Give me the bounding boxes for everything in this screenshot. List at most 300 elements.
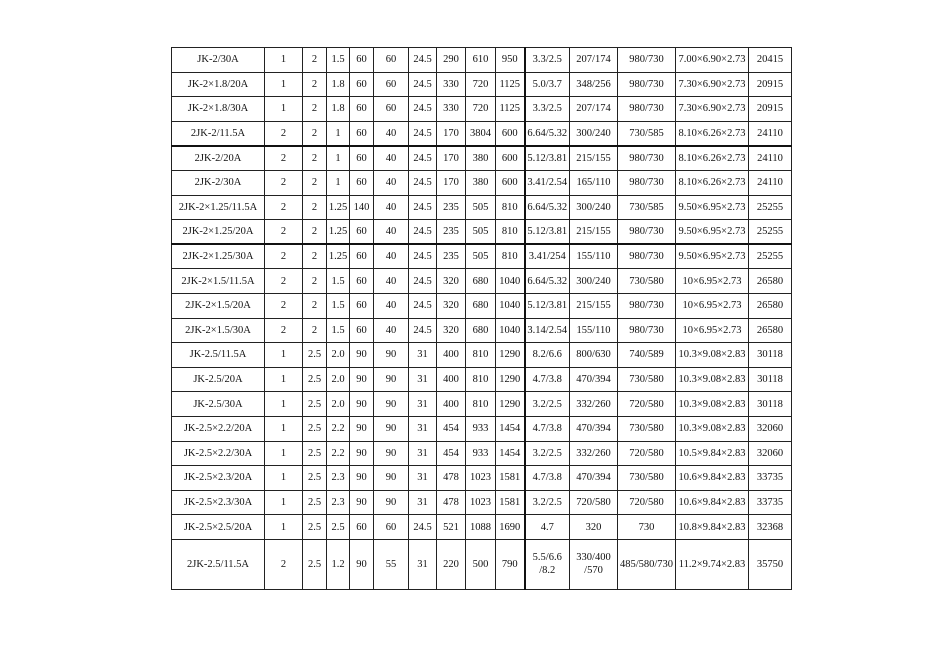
cell: 2 <box>303 318 327 343</box>
cell: 60 <box>350 72 374 97</box>
cell: 2.5 <box>327 515 350 540</box>
cell: 680 <box>466 293 496 318</box>
table-row <box>172 146 792 171</box>
cell: 9.50×6.95×2.73 <box>676 220 749 245</box>
cell: 980/730 <box>618 244 676 269</box>
cell: 1.5 <box>327 269 350 294</box>
model-cell: 2JK-2×1.5/11.5A <box>172 269 265 294</box>
cell: 290 <box>437 48 466 73</box>
cell: 60 <box>350 515 374 540</box>
table-row <box>172 97 792 122</box>
cell: 207/174 <box>570 97 618 122</box>
cell: 3.2/2.5 <box>525 441 570 466</box>
cell: 1581 <box>496 466 525 491</box>
cell: 60 <box>374 72 409 97</box>
cell: 3.41/254 <box>525 244 570 269</box>
cell: 2 <box>303 170 327 195</box>
cell: 31 <box>409 367 437 392</box>
model-cell: JK-2.5×2.2/20A <box>172 416 265 441</box>
cell: 2 <box>303 269 327 294</box>
model-cell: JK-2.5/20A <box>172 367 265 392</box>
cell: 24.5 <box>409 48 437 73</box>
cell-two-line <box>525 539 570 589</box>
cell: 2 <box>303 121 327 146</box>
cell: 25255 <box>749 220 792 245</box>
cell: 505 <box>466 220 496 245</box>
cell: 730/585 <box>618 195 676 220</box>
table-row <box>172 48 792 73</box>
cell: 26580 <box>749 269 792 294</box>
model-cell: 2JK-2/20A <box>172 146 265 171</box>
cell: 6.64/5.32 <box>525 195 570 220</box>
cell: 4.7/3.8 <box>525 416 570 441</box>
cell: 10.3×9.08×2.83 <box>676 392 749 417</box>
cell: 60 <box>350 318 374 343</box>
cell: 2.5 <box>303 367 327 392</box>
cell: 90 <box>350 367 374 392</box>
cell: 1 <box>265 441 303 466</box>
cell: 1 <box>265 392 303 417</box>
model-cell: JK-2×1.8/20A <box>172 72 265 97</box>
cell: 980/730 <box>618 293 676 318</box>
cell: 600 <box>496 170 525 195</box>
cell: 2.5 <box>303 539 327 589</box>
table-row <box>172 539 792 589</box>
cell: 720/580 <box>570 490 618 515</box>
cell: 24.5 <box>409 195 437 220</box>
cell: 1290 <box>496 343 525 368</box>
table-row <box>172 367 792 392</box>
cell-line: 330/400 <box>576 552 611 564</box>
cell: 24.5 <box>409 170 437 195</box>
cell-line: /8.2 <box>539 565 556 577</box>
cell: 1088 <box>466 515 496 540</box>
cell: 7.00×6.90×2.73 <box>676 48 749 73</box>
cell: 980/730 <box>618 318 676 343</box>
cell: 470/394 <box>570 416 618 441</box>
cell: 2 <box>265 269 303 294</box>
cell: 32060 <box>749 441 792 466</box>
cell: 9.50×6.95×2.73 <box>676 244 749 269</box>
cell: 10.3×9.08×2.83 <box>676 367 749 392</box>
cell: 1290 <box>496 392 525 417</box>
cell: 24.5 <box>409 121 437 146</box>
model-cell: JK-2/30A <box>172 48 265 73</box>
cell: 1.5 <box>327 48 350 73</box>
cell: 90 <box>374 367 409 392</box>
model-cell: 2JK-2×1.25/20A <box>172 220 265 245</box>
cell: 810 <box>466 392 496 417</box>
cell: 2.3 <box>327 466 350 491</box>
cell: 10×6.95×2.73 <box>676 293 749 318</box>
cell: 2 <box>265 121 303 146</box>
cell: 60 <box>350 121 374 146</box>
cell: 980/730 <box>618 48 676 73</box>
table-row <box>172 195 792 220</box>
cell: 31 <box>409 490 437 515</box>
cell: 7.30×6.90×2.73 <box>676 97 749 122</box>
model-cell: JK-2×1.8/30A <box>172 97 265 122</box>
cell: 31 <box>409 343 437 368</box>
cell: 300/240 <box>570 269 618 294</box>
cell: 2 <box>265 220 303 245</box>
cell: 90 <box>350 343 374 368</box>
cell: 790 <box>496 539 525 589</box>
cell: 2 <box>303 195 327 220</box>
model-cell: 2JK-2/30A <box>172 170 265 195</box>
cell: 31 <box>409 466 437 491</box>
cell: 60 <box>350 244 374 269</box>
cell: 2.5 <box>303 392 327 417</box>
model-cell: 2JK-2/11.5A <box>172 121 265 146</box>
cell: 454 <box>437 416 466 441</box>
table-row <box>172 490 792 515</box>
cell: 2.0 <box>327 343 350 368</box>
cell: 140 <box>350 195 374 220</box>
cell: 680 <box>466 318 496 343</box>
cell: 1454 <box>496 416 525 441</box>
cell: 1040 <box>496 318 525 343</box>
cell: 20915 <box>749 72 792 97</box>
cell: 24.5 <box>409 72 437 97</box>
cell: 1125 <box>496 97 525 122</box>
cell: 332/260 <box>570 441 618 466</box>
table-row <box>172 293 792 318</box>
cell: 170 <box>437 170 466 195</box>
cell: 215/155 <box>570 220 618 245</box>
cell: 1581 <box>496 490 525 515</box>
cell: 25255 <box>749 244 792 269</box>
cell: 40 <box>374 244 409 269</box>
cell: 26580 <box>749 318 792 343</box>
table-body <box>172 48 792 590</box>
cell: 2 <box>265 195 303 220</box>
cell: 810 <box>496 195 525 220</box>
cell: 10.3×9.08×2.83 <box>676 343 749 368</box>
cell: 810 <box>466 367 496 392</box>
table-row <box>172 466 792 491</box>
model-cell: 2JK-2×1.25/11.5A <box>172 195 265 220</box>
model-cell: JK-2.5/30A <box>172 392 265 417</box>
cell: 10.8×9.84×2.83 <box>676 515 749 540</box>
cell: 3.2/2.5 <box>525 392 570 417</box>
cell: 330 <box>437 72 466 97</box>
cell: 2 <box>265 244 303 269</box>
cell: 60 <box>350 97 374 122</box>
cell: 40 <box>374 146 409 171</box>
cell: 30118 <box>749 343 792 368</box>
cell: 7.30×6.90×2.73 <box>676 72 749 97</box>
cell: 6.64/5.32 <box>525 269 570 294</box>
cell: 235 <box>437 220 466 245</box>
cell: 1 <box>327 170 350 195</box>
table-row <box>172 121 792 146</box>
cell: 1040 <box>496 293 525 318</box>
table-row <box>172 318 792 343</box>
cell: 2 <box>265 146 303 171</box>
cell: 980/730 <box>618 146 676 171</box>
model-cell: JK-2.5/11.5A <box>172 343 265 368</box>
cell: 60 <box>350 293 374 318</box>
cell: 2.0 <box>327 367 350 392</box>
cell: 40 <box>374 121 409 146</box>
cell: 600 <box>496 146 525 171</box>
cell: 1 <box>265 48 303 73</box>
cell: 40 <box>374 318 409 343</box>
cell: 90 <box>350 416 374 441</box>
cell: 505 <box>466 244 496 269</box>
cell: 400 <box>437 343 466 368</box>
cell: 5.12/3.81 <box>525 220 570 245</box>
cell: 4.7/3.8 <box>525 367 570 392</box>
cell: 2.5 <box>303 441 327 466</box>
cell: 810 <box>496 220 525 245</box>
cell: 24.5 <box>409 318 437 343</box>
cell: 90 <box>350 490 374 515</box>
cell: 10.5×9.84×2.83 <box>676 441 749 466</box>
cell: 730/580 <box>618 466 676 491</box>
cell: 1 <box>265 72 303 97</box>
model-cell: 2JK-2×1.5/20A <box>172 293 265 318</box>
cell: 800/630 <box>570 343 618 368</box>
cell: 1023 <box>466 490 496 515</box>
cell: 24.5 <box>409 97 437 122</box>
cell: 35750 <box>749 539 792 589</box>
cell: 1.8 <box>327 72 350 97</box>
cell: 165/110 <box>570 170 618 195</box>
cell: 3.14/2.54 <box>525 318 570 343</box>
cell: 2.2 <box>327 441 350 466</box>
cell: 980/730 <box>618 72 676 97</box>
cell: 8.10×6.26×2.73 <box>676 170 749 195</box>
model-cell: JK-2.5×2.3/30A <box>172 490 265 515</box>
cell: 2 <box>303 97 327 122</box>
cell: 320 <box>437 293 466 318</box>
spec-table <box>171 47 792 590</box>
cell: 3.3/2.5 <box>525 48 570 73</box>
cell: 1 <box>265 515 303 540</box>
cell: 980/730 <box>618 97 676 122</box>
cell: 215/155 <box>570 293 618 318</box>
cell: 8.10×6.26×2.73 <box>676 121 749 146</box>
cell: 1454 <box>496 441 525 466</box>
cell: 24.5 <box>409 220 437 245</box>
cell: 1290 <box>496 367 525 392</box>
cell: 720/580 <box>618 392 676 417</box>
cell: 320 <box>437 269 466 294</box>
cell: 1.8 <box>327 97 350 122</box>
cell: 470/394 <box>570 367 618 392</box>
cell: 2 <box>265 318 303 343</box>
cell: 5.12/3.81 <box>525 293 570 318</box>
cell: 485/580/730 <box>618 539 676 589</box>
cell: 1.25 <box>327 220 350 245</box>
cell: 980/730 <box>618 220 676 245</box>
cell: 90 <box>374 466 409 491</box>
cell: 500 <box>466 539 496 589</box>
table-row <box>172 343 792 368</box>
cell-line: /570 <box>584 565 603 577</box>
cell: 90 <box>350 392 374 417</box>
cell: 1.2 <box>327 539 350 589</box>
cell: 90 <box>374 343 409 368</box>
cell: 10.3×9.08×2.83 <box>676 416 749 441</box>
cell: 1.5 <box>327 293 350 318</box>
cell: 60 <box>374 515 409 540</box>
cell: 9.50×6.95×2.73 <box>676 195 749 220</box>
cell: 400 <box>437 392 466 417</box>
cell: 478 <box>437 490 466 515</box>
cell: 155/110 <box>570 318 618 343</box>
table-row <box>172 220 792 245</box>
cell: 10×6.95×2.73 <box>676 318 749 343</box>
cell: 332/260 <box>570 392 618 417</box>
cell: 31 <box>409 539 437 589</box>
cell: 60 <box>350 269 374 294</box>
cell: 933 <box>466 416 496 441</box>
cell: 2.2 <box>327 416 350 441</box>
cell: 1 <box>265 416 303 441</box>
cell: 2 <box>303 244 327 269</box>
cell: 730/585 <box>618 121 676 146</box>
cell: 380 <box>466 146 496 171</box>
cell: 5.12/3.81 <box>525 146 570 171</box>
cell: 2.5 <box>303 466 327 491</box>
cell: 60 <box>374 97 409 122</box>
cell: 25255 <box>749 195 792 220</box>
cell: 30118 <box>749 367 792 392</box>
model-cell: 2JK-2.5/11.5A <box>172 539 265 589</box>
cell: 20915 <box>749 97 792 122</box>
cell: 3.3/2.5 <box>525 97 570 122</box>
cell: 3.2/2.5 <box>525 490 570 515</box>
cell: 1 <box>265 367 303 392</box>
cell: 2 <box>303 293 327 318</box>
cell: 730/580 <box>618 416 676 441</box>
cell: 30118 <box>749 392 792 417</box>
table-row <box>172 515 792 540</box>
cell-two-line <box>570 539 618 589</box>
cell: 720/580 <box>618 441 676 466</box>
cell: 320 <box>570 515 618 540</box>
cell: 2 <box>303 146 327 171</box>
cell: 90 <box>374 441 409 466</box>
cell: 4.7 <box>525 515 570 540</box>
cell: 3.41/2.54 <box>525 170 570 195</box>
cell: 26580 <box>749 293 792 318</box>
cell: 55 <box>374 539 409 589</box>
cell-line: 5.5/6.6 <box>532 552 562 564</box>
cell: 1.25 <box>327 195 350 220</box>
model-cell: 2JK-2×1.25/30A <box>172 244 265 269</box>
table-row <box>172 392 792 417</box>
cell: 90 <box>374 392 409 417</box>
cell: 2.5 <box>303 490 327 515</box>
cell: 24110 <box>749 121 792 146</box>
cell: 454 <box>437 441 466 466</box>
cell: 1690 <box>496 515 525 540</box>
cell: 40 <box>374 220 409 245</box>
cell: 1.25 <box>327 244 350 269</box>
cell: 1 <box>265 490 303 515</box>
cell: 980/730 <box>618 170 676 195</box>
cell: 60 <box>350 220 374 245</box>
table-row <box>172 269 792 294</box>
cell: 24.5 <box>409 146 437 171</box>
cell: 810 <box>466 343 496 368</box>
cell: 24110 <box>749 146 792 171</box>
cell: 60 <box>350 170 374 195</box>
cell: 90 <box>350 466 374 491</box>
cell: 90 <box>350 539 374 589</box>
cell: 33735 <box>749 466 792 491</box>
cell: 220 <box>437 539 466 589</box>
cell: 1.5 <box>327 318 350 343</box>
table-row <box>172 244 792 269</box>
cell: 32060 <box>749 416 792 441</box>
model-cell: 2JK-2×1.5/30A <box>172 318 265 343</box>
cell: 300/240 <box>570 121 618 146</box>
cell: 521 <box>437 515 466 540</box>
cell: 680 <box>466 269 496 294</box>
cell: 11.2×9.74×2.83 <box>676 539 749 589</box>
cell: 5.0/3.7 <box>525 72 570 97</box>
cell: 60 <box>350 146 374 171</box>
cell: 170 <box>437 121 466 146</box>
table-row <box>172 170 792 195</box>
cell: 380 <box>466 170 496 195</box>
cell: 31 <box>409 392 437 417</box>
cell: 470/394 <box>570 466 618 491</box>
cell: 730/580 <box>618 269 676 294</box>
model-cell: JK-2.5×2.3/20A <box>172 466 265 491</box>
cell: 720/580 <box>618 490 676 515</box>
cell: 2 <box>303 48 327 73</box>
cell: 40 <box>374 170 409 195</box>
cell: 90 <box>374 490 409 515</box>
cell: 60 <box>374 48 409 73</box>
cell: 90 <box>374 416 409 441</box>
cell: 720 <box>466 97 496 122</box>
cell: 478 <box>437 466 466 491</box>
cell: 235 <box>437 244 466 269</box>
cell: 320 <box>437 318 466 343</box>
cell: 2.5 <box>303 343 327 368</box>
table-row <box>172 72 792 97</box>
cell: 60 <box>350 48 374 73</box>
cell: 33735 <box>749 490 792 515</box>
cell: 2.5 <box>303 416 327 441</box>
cell: 810 <box>496 244 525 269</box>
cell: 6.64/5.32 <box>525 121 570 146</box>
cell: 170 <box>437 146 466 171</box>
cell: 20415 <box>749 48 792 73</box>
cell: 24.5 <box>409 293 437 318</box>
cell: 235 <box>437 195 466 220</box>
cell: 207/174 <box>570 48 618 73</box>
cell: 1040 <box>496 269 525 294</box>
cell: 90 <box>350 441 374 466</box>
cell: 2.5 <box>303 515 327 540</box>
cell: 1023 <box>466 466 496 491</box>
cell: 8.10×6.26×2.73 <box>676 146 749 171</box>
cell: 720 <box>466 72 496 97</box>
cell: 2 <box>265 539 303 589</box>
cell: 2 <box>303 220 327 245</box>
cell: 1 <box>265 343 303 368</box>
cell: 730/580 <box>618 367 676 392</box>
table-row <box>172 416 792 441</box>
